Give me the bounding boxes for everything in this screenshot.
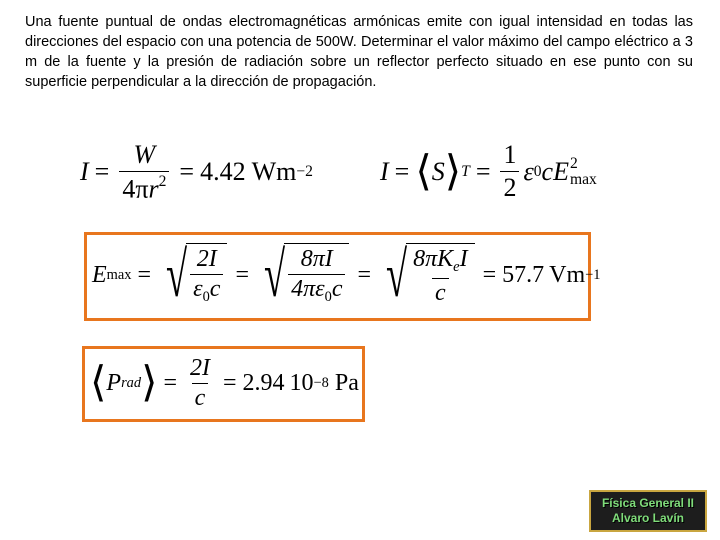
eq1-unit: Wm <box>251 157 297 187</box>
eq2-c: c <box>541 156 554 186</box>
eq2-epsilon: ε <box>523 156 534 186</box>
eq3-r1-num: 2I <box>196 246 217 273</box>
eq4-fraction <box>187 355 213 412</box>
eq3-root-1: √ $\frac{2I}{\varepsilon_0c}$ <box>159 243 227 307</box>
eq4-result: 2.94 <box>242 369 285 396</box>
eq3-r1-c: c <box>209 276 221 303</box>
eq3-r2-num: 8πI <box>300 246 333 273</box>
eq2-lhs: I <box>380 156 389 186</box>
eq3-unit-exp: −1 <box>585 266 601 283</box>
intensity-equation: I = $\frac{W}{4\pi r^2}$ = 4.42 Wm −2 <box>80 140 313 204</box>
eq4-power-exp: −8 <box>313 374 329 391</box>
eq2-poynting: S <box>431 156 445 186</box>
eq2-E: E <box>553 156 569 186</box>
eq2-period: T <box>461 162 470 180</box>
eq4-denominator: c <box>192 383 209 412</box>
emax-equation: E max = √ $\frac{2I}{\varepsilon_0c}$ = √ $\frac{8\pi I}{4\pi\varepsilon_0c}$ = √ $\frac{8\pi K_eI}{c}$ = 57.7 Vm −1 <box>92 239 601 310</box>
eq3-root-3: √ $\frac{8\pi K_eI}{c}$ <box>379 243 475 307</box>
eq1-lhs: I <box>80 157 89 187</box>
eq1-denominator-exp: 2 <box>158 173 167 190</box>
eq4-power-base: 10 <box>289 369 314 396</box>
eq3-unit: Vm <box>549 261 586 288</box>
eq4-lhs-sub: rad <box>121 374 142 391</box>
eq2-fraction <box>500 140 519 203</box>
eq4-lhs: P <box>106 369 122 396</box>
eq3-r2-den: 4πε <box>291 276 325 303</box>
eq3-r3-num: 8πK <box>413 246 454 273</box>
eq4-unit: Pa <box>334 369 359 396</box>
eq3-r3-sub: e <box>453 259 460 276</box>
eq2-epsilon-sub: 0 <box>533 162 542 180</box>
problem-statement: Una fuente puntual de ondas electromagnéticas armónicas emite con igual intensidad en todas las direcciones del espacio con una potencia de 500W. Determinar el valor máximo del campo eléctrico a 3 m de la fuente y la presión de radiación sobre un reflector perfecto situado en ese punto con su superficie perpendicular a la dirección de propagación. <box>25 14 693 90</box>
eq3-r3-I: I <box>459 246 468 273</box>
eq3-r1-sub: 0 <box>202 289 210 306</box>
eq2-E-sub: max <box>569 170 597 188</box>
badge-author: Alvaro Lavín <box>611 511 685 525</box>
eq3-r2-sub: 0 <box>324 289 332 306</box>
course-logo-badge <box>589 490 707 532</box>
eq1-unit-exp: −2 <box>296 163 313 181</box>
pressure-equation: ⟨ P rad ⟩ = $\frac{2I}{c}$ = 2.94 10 −8 Pa <box>90 354 359 411</box>
eq1-denominator-var: r <box>148 174 159 204</box>
eq3-r1-eps: ε <box>193 276 203 303</box>
eq3-result: 57.7 <box>502 261 545 288</box>
eq4-numerator: 2I <box>190 354 210 381</box>
badge-course: Física General II <box>601 496 695 510</box>
eq3-r2-c: c <box>331 276 343 303</box>
eq2-E-exp: 2 <box>569 154 578 172</box>
eq2-denominator: 2 <box>500 171 519 203</box>
eq1-denominator-coef: 4π <box>122 174 149 204</box>
eq3-lhs-sub: max <box>106 266 132 283</box>
eq2-numerator: 1 <box>503 140 517 169</box>
eq3-r3-den: c <box>432 278 449 307</box>
eq3-root-2: √ $\frac{8\pi I}{4\pi\varepsilon_0c}$ <box>257 243 349 307</box>
eq1-result: 4.42 <box>200 157 246 187</box>
eq1-numerator: W <box>133 140 156 169</box>
eq1-fraction <box>119 140 169 205</box>
eq3-lhs: E <box>92 261 107 288</box>
intensity-poynting-equation: I = ⟨ S ⟩ T = $\frac{1}{2}$ ε 0 c E 2 max <box>380 140 597 202</box>
